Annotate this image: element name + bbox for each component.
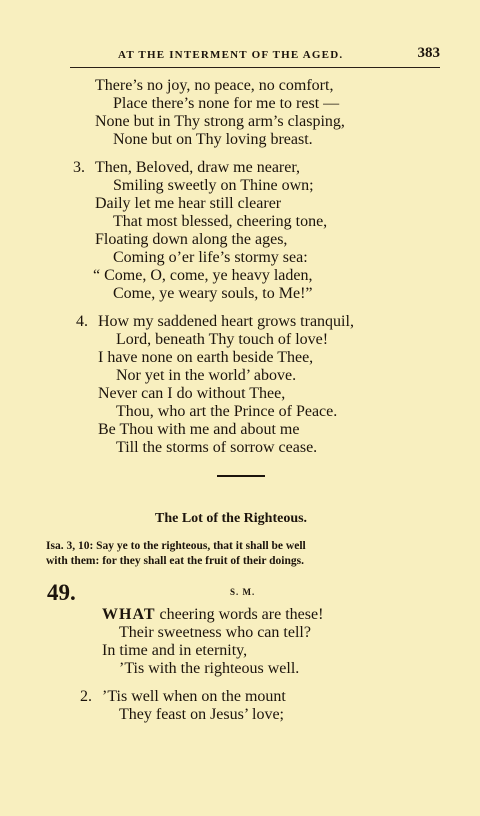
first-line-rest: cheering words are these!	[155, 606, 324, 623]
verse-line: Daily let me hear still clearer	[95, 195, 282, 212]
stanza-number: 3.	[73, 159, 85, 176]
verse-line: ’Tis well when on the mount	[102, 688, 286, 705]
verse-line: Then, Beloved, draw me nearer,	[95, 159, 301, 176]
verse-line: Floating down along the ages,	[95, 231, 288, 248]
verse-line: Nor yet in the world’ above.	[116, 367, 297, 384]
header-rule	[70, 67, 440, 68]
verse-line: That most blessed, cheering tone,	[113, 213, 328, 230]
verse-line: In time and in eternity,	[102, 642, 248, 659]
verse-line: Thou, who art the Prince of Peace.	[116, 403, 338, 420]
scripture-reference: with them: for they shall eat the fruit of their doings.	[46, 555, 304, 567]
page-number: 383	[417, 45, 440, 61]
verse-line: Come, ye weary souls, to Me!”	[113, 285, 313, 302]
verse-line: Be Thou with me and about me	[98, 421, 300, 438]
hymn-meter: S. M.	[230, 587, 256, 597]
verse-line	[102, 606, 323, 624]
verse-line: There’s no joy, no peace, no comfort,	[95, 77, 334, 94]
verse-line: Coming o’er life’s stormy sea:	[113, 249, 308, 266]
verse-line: Their sweetness who can tell?	[119, 624, 311, 641]
scripture-reference: Isa. 3, 10: Say ye to the righteous, that it shall be well	[46, 540, 306, 552]
running-head: AT THE INTERMENT OF THE AGED.	[118, 49, 344, 61]
verse-line: “ Come, O, come, ye heavy laden,	[93, 267, 313, 284]
stanza-number: 2.	[80, 688, 92, 705]
verse-line: None but in Thy strong arm’s clasping,	[95, 113, 345, 130]
verse-line: ’Tis with the righteous well.	[119, 660, 300, 677]
section-divider	[217, 475, 265, 477]
first-word: WHAT	[102, 606, 156, 623]
page-header	[70, 45, 440, 67]
hymn-title: The Lot of the Righteous.	[155, 511, 308, 526]
verse-line: None but on Thy loving breast.	[113, 131, 313, 148]
verse-line: I have none on earth beside Thee,	[98, 349, 314, 366]
verse-line: Till the storms of sorrow cease.	[116, 439, 318, 456]
verse-line: Lord, beneath Thy touch of love!	[116, 331, 329, 348]
verse-line: They feast on Jesus’ love;	[119, 706, 284, 723]
hymn-number: 49.	[47, 580, 76, 605]
verse-line: Smiling sweetly on Thine own;	[113, 177, 314, 194]
verse-line: Place there’s none for me to rest —	[113, 95, 340, 112]
stanza-number: 4.	[76, 313, 88, 330]
verse-line: How my saddened heart grows tranquil,	[98, 313, 354, 330]
verse-line: Never can I do without Thee,	[98, 385, 286, 402]
